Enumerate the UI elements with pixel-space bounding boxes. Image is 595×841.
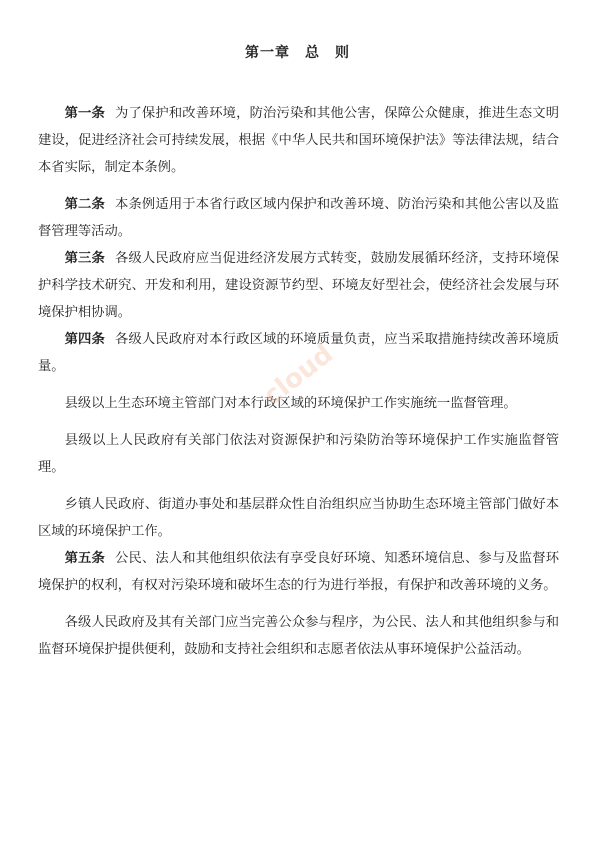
article-paragraph <box>38 491 559 545</box>
article-paragraph <box>38 609 559 663</box>
article-text: 县级以上人民政府有关部门依法对资源保护和污染防治等环境保护工作实施监督管理。 <box>38 433 559 475</box>
article-text: 县级以上生态环境主管部门对本行政区域的环境保护工作实施统一监督管理。 <box>64 396 517 411</box>
article-paragraph <box>38 390 559 417</box>
article-paragraph <box>38 100 559 181</box>
article-number: 第五条 <box>64 551 105 566</box>
watermark: cloud <box>258 339 339 412</box>
article-text: 各级人民政府应当促进经济发展方式转变，鼓励发展循环经济，支持环境保护科学技术研究、开发和利用，建设资源节约型、环境友好型社会，使经济社会发展与环境保护相协调。 <box>38 251 560 320</box>
article-number: 第四条 <box>64 332 105 347</box>
chapter-title: 第一章 总 则 <box>245 45 350 61</box>
article-number: 第二条 <box>64 197 105 212</box>
article-text: 公民、法人和其他组织依法有享受良好环境、知悉环境信息、参与及监督环境保护的权利，有权对污染环境和破坏生态的行为进行举报，有保护和改善环境的义务。 <box>38 551 560 593</box>
article-paragraph <box>38 191 559 245</box>
article-paragraph <box>38 326 559 380</box>
article-number: 第三条 <box>64 251 105 266</box>
article-text: 各级人民政府及其有关部门应当完善公众参与程序，为公民、法人和其他组织参与和监督环境保护提供便利，鼓励和支持社会组织和志愿者依法从事环境保护公益活动。 <box>38 615 559 657</box>
article-text: 乡镇人民政府、街道办事处和基层群众性自治组织应当协助生态环境主管部门做好本区域的环境保护工作。 <box>38 497 559 539</box>
article-number: 第一条 <box>64 106 105 121</box>
article-text: 本条例适用于本省行政区域内保护和改善环境、防治污染和其他公害以及监督管理等活动。 <box>38 197 560 239</box>
article-text: 各级人民政府对本行政区域的环境质量负责，应当采取措施持续改善环境质量。 <box>38 332 560 374</box>
article-paragraph <box>38 545 559 599</box>
article-paragraph <box>38 245 559 326</box>
document-body <box>38 100 559 663</box>
article-paragraph <box>38 427 559 481</box>
article-text: 为了保护和改善环境，防治污染和其他公害，保障公众健康，推进生态文明建设，促进经济社会可持续发展，根据《中华人民共和国环境保护法》等法律法规，结合本省实际，制定本条例。 <box>38 106 560 175</box>
